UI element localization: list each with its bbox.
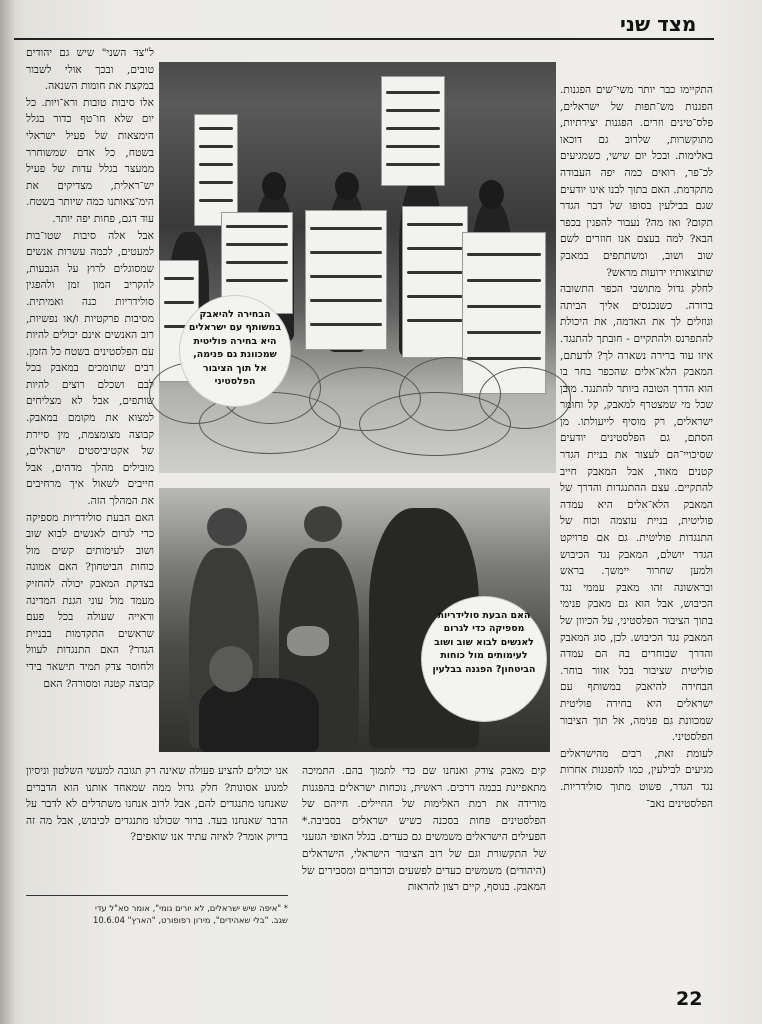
pull-quote-text: האם הבעת סולידריות מספיקה כדי לגרום לאנשים לבוא שוב ושוב לעימותים מול כוחות הביטחון? הפגנה בבלעין	[432, 610, 536, 675]
paragraph: התקיימו כבר יותר משי־שים הפגנות. הפגנות מש־תפות של ישראלים, פלס־טינים וזרים. הפגנות יצירתיות, מתוקשרות, שלרוב גם דוכאו באלימות. ובכל יום שישי, כשמגיעים לכ־פר, רואים כמה יפה העבודה מתקדמת. האם בתוך לבנו אינו יודעים שגם בבילעין בסופו של דבר הגדר תקום? ואז מה? נעבור להפגין בכפר הבא? למה בעצם אנו חוזרים לשם שוב ושוב, ומשתתפים במאבק שתוצאותיו ידועות מראש?	[560, 84, 713, 279]
article-column-bottom-left	[26, 763, 288, 883]
footnote-line: שגב. "בלי שאהידים", מירון רפופורט, "הארץ" 10.6.04	[93, 915, 288, 925]
protester	[199, 678, 319, 752]
soldier-helmet	[304, 506, 342, 542]
protester-head	[479, 180, 504, 209]
paragraph: לחלק גדול מתושבי הכפר התשובה ברורה. כשנכנסים אליך הביתה וגוזלים לך את האדמה, את היכולת להתפרנס ולהתקיים - חובתך להתנגד. איזו עוד ברירה נשארה לך? לדעתם, המאבק הלא־אלים שהכפר בחר בו הוא הדרך הטובה ביותר להתנגד. מובן שכל מי שמצטרף למאבק, קל וחומר ישראלים, רק מוסיף לייעולתו. מן הסתם, גם הפלסטינים יודעים שסיכויי־הם לעצור את בניית הגדר קטנים מאוד, אבל המאבק חייב להתקיים. עצם ההתנגדות והדרך של המאבק הלא־אלים היא עמדה פוליטית, בניית עוצמה וכוח של התנגדות פוליטית. גם אם פרויקט הגדר יושלם, המאבק נגד הכיבוש ולמען שחרור יימשך. בראש ובראשונה זהו מאבק עממי נגד הכיבוש, אבל הוא גם מאבק פנימי בתוך הציבור הפלסטיני, על הכיוון של המאבק נגד הכיבוש. לכן, סוג המאבק והדרך שבוחרים בה הם עמדה פוליטית שציבור בכל אזור בוחר. הבחירה להיאבק במשותף עם ישראלים היא בחירה פוליטית שמכוונת גם פנימה, אל תוך הציבור הפלסטיני.	[560, 283, 713, 744]
header-rule	[14, 38, 714, 40]
footnote-rule	[26, 895, 288, 896]
protest-sign	[402, 206, 468, 358]
article-column-bottom-right	[302, 763, 546, 894]
pull-quote-bubble	[180, 296, 290, 406]
protester-head	[262, 172, 286, 200]
paragraph: ל"צד השני" שיש גם יהודים טובים, ובכך אולי לשבור במקצת את חומות השנאה.	[26, 47, 154, 93]
protest-sign	[194, 114, 238, 226]
pull-quote-bubble	[422, 597, 546, 721]
footnote	[26, 902, 288, 942]
page-number: 22	[676, 988, 703, 1010]
section-title: מצד שני	[620, 12, 697, 36]
binding-gutter	[0, 0, 14, 1024]
barbed-wire	[359, 392, 511, 456]
paragraph: לעומת זאת, רבים מהישראלים מגיעים לבילעין, כמו להפגנות אחרות נגד הגדר, פשוט מתוך סולידריות. הפלסטינים נאב־	[560, 747, 713, 810]
paragraph: האם הבעת סולידריות מספיקה כדי לגרום לאנשים לבוא שוב ושוב לעימותים קשים מול כוחות הביטחון? האם אמונה בצדקת המאבק יכולה להחזיק מעמד מול עוני הגנת המדינה וראייה שעולה בכל פעם שראשים התקדמות בבניית הגדר? האם התנגדות לעוול ולחוסר צדק תמיד תישאר בידי קבוצה קטנה ומסורה? האם	[26, 511, 154, 690]
footnote-line: * "איפה שיש ישראלים, לא יורים גומי", אומר סא"ל עדי	[94, 903, 288, 913]
paragraph: אנו יכולים להציע פעולה שאינה רק תגובה למעשי השלטון וניסיון למנוע אסונות? חלק גדול ממה שמאחד אותנו הוא הדברים שאנחנו מתנגדים להם, אבל לרוב אנחנו משתדלים לא לדבר על הדבר שאנחנו בעד. ברור שכולנו מתנגדים לכיבוש, אבל מה זה בדיוק אומר? לאיזה עתיד אנו שואפים?	[26, 765, 288, 844]
paragraph: אבל אלה סיבות שטו־בות למעטים, לכמה עשרות אנשים שמסוגלים לרוץ על הגבעות, להקריב המון זמן ולהפגין סולידריות כנה ואמיתית. מסיבות פרקטיות ו/או נפשיות, רוב האנשים אינם יכולים להיות עם הפלסטינים בשטח כל הזמן. רבים שתומכים במאבק בכל לבם ושכלם רוצים להיות שותפים, אבל לא מצליחים למצוא את מקומם במאבק. קבוצה מצומצמת, מין סיירת של אקטיביסטים ישראלים, מובילים מהלך מדהים, אבל חייבים לשאול איך מרחיבים את המהלך הזה.	[26, 229, 154, 508]
protest-sign-bilin	[305, 210, 387, 350]
pull-quote-text: הבחירה להיאבק במשותף עם ישראלים היא בחירה פוליטית שמכוונת גם פנימה, אל תוך הציבור הפלסטיני	[188, 309, 282, 388]
protest-sign	[381, 76, 445, 186]
article-column-left	[26, 45, 154, 750]
protester-head	[209, 646, 253, 692]
paragraph: אלו סיבות טובות ורא־ויות. כל יום שלא חו־טף כדור בגלל הימצאות של פעיל ישראלי בשטח, כל אדם שמשוחרר ממעצר בגלל עדות של פעיל יש־ראלית, מצדיקים את הימ־צאותנו כמה שיותר בשטח. עוד דגם, פחות יפה יותר.	[26, 96, 154, 225]
soldier-helmet	[207, 508, 247, 546]
article-column-right	[560, 82, 713, 1007]
protest-photo-top	[159, 62, 556, 473]
paragraph: קים מאבק צודק ואנחנו שם כדי לתמוך בהם. התמיכה מתאפיינת בכמה דרכים. ראשית, נוכחות ישראלים בהפגנות מורידה את רמת האלימות של החיילים. חייהם של הפלסטינים פחות בסכנה כשיש ישראלים בסביבה.* הפעילים הישראלים משמשים גם כעדים. בגלל האופי הגזעני של התקשורת וגם של רוב הציבור הישראלי, הישראלים (היהודים) משמשים כעדים לפשעים וכדוברים ומסבירים של המאבק. בנוסף, קיים רצון להראות	[302, 765, 546, 894]
protester-head	[335, 172, 359, 200]
raised-hand	[287, 626, 329, 656]
